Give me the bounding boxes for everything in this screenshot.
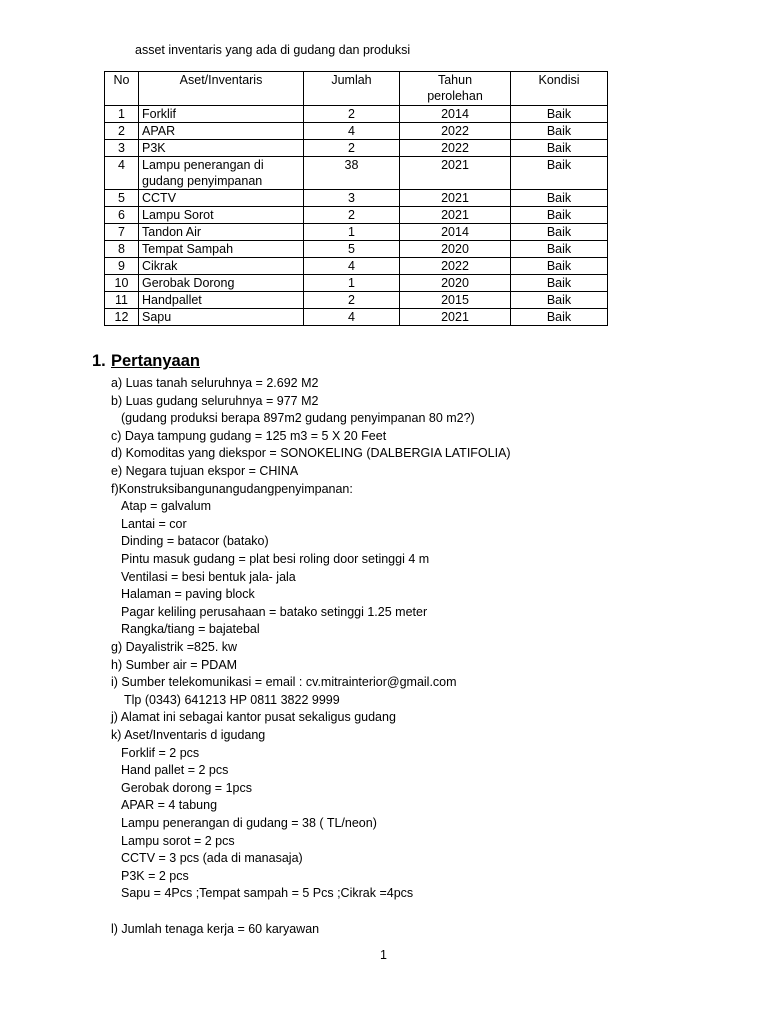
- cell-no: 5: [105, 190, 139, 207]
- cell-no: 4: [105, 157, 139, 190]
- cell-tahun: 2014: [400, 224, 511, 241]
- cell-aset: Gerobak Dorong: [139, 275, 304, 292]
- cell-jumlah: 2: [304, 207, 400, 224]
- question-line: k) Aset/Inventaris d igudang: [111, 728, 266, 742]
- question-line: a) Luas tanah seluruhnya = 2.692 M2: [111, 376, 319, 390]
- cell-no: 2: [105, 123, 139, 140]
- cell-tahun: 2015: [400, 292, 511, 309]
- cell-kondisi: Baik: [511, 123, 608, 140]
- cell-kondisi: Baik: [511, 292, 608, 309]
- question-line: Rangka/tiang = bajatebal: [121, 622, 260, 637]
- question-line: P3K = 2 pcs: [121, 868, 189, 883]
- question-line: i) Sumber telekomunikasi = email : cv.mitrainterior@gmail.com: [111, 675, 457, 690]
- cell-jumlah: 4: [304, 309, 400, 326]
- cell-jumlah: 38: [304, 157, 400, 190]
- cell-jumlah: 5: [304, 241, 400, 258]
- cell-tahun: 2022: [400, 258, 511, 275]
- table-row: [105, 292, 608, 309]
- question-line: b) Luas gudang seluruhnya = 977 M2: [111, 393, 319, 408]
- question-line: Hand pallet = 2 pcs: [121, 763, 229, 778]
- question-line: Gerobak dorong = 1pcs: [121, 780, 252, 795]
- cell-kondisi: Baik: [511, 224, 608, 241]
- question-line: e) Negara tujuan ekspor = CHINA: [111, 464, 299, 478]
- cell-tahun: 2014: [400, 106, 511, 123]
- cell-aset: Tandon Air: [139, 224, 304, 241]
- cell-tahun: 2021: [400, 207, 511, 224]
- table-row: [105, 241, 608, 258]
- cell-tahun: 2020: [400, 241, 511, 258]
- question-line: h) Sumber air = PDAM: [111, 657, 238, 672]
- cell-jumlah: 1: [304, 224, 400, 241]
- page-number: 1: [380, 948, 387, 962]
- question-line: Dinding = batacor (batako): [121, 534, 269, 549]
- question-line: Lampu penerangan di gudang = 38 ( TL/neon): [121, 816, 377, 830]
- cell-kondisi: Baik: [511, 275, 608, 292]
- question-line: APAR = 4 tabung: [121, 798, 218, 813]
- question-line: Pagar keliling perusahaan = batako setinggi 1.25 meter: [121, 604, 428, 619]
- header-aset: Aset/Inventaris: [139, 72, 304, 106]
- question-line: g) Dayalistrik =825. kw: [111, 640, 238, 654]
- section-number: 1.: [92, 352, 106, 370]
- table-row: [105, 140, 608, 157]
- header-kondisi: Kondisi: [511, 72, 608, 106]
- cell-kondisi: Baik: [511, 309, 608, 326]
- question-line: l) Jumlah tenaga kerja = 60 karyawan: [111, 922, 320, 936]
- cell-no: 10: [105, 275, 139, 292]
- cell-no: 1: [105, 106, 139, 123]
- header-no: No: [105, 72, 139, 106]
- section-title: Pertanyaan: [111, 352, 200, 370]
- cell-kondisi: Baik: [511, 241, 608, 258]
- question-line: (gudang produksi berapa 897m2 gudang penyimpanan 80 m2?): [121, 411, 475, 426]
- cell-kondisi: Baik: [511, 258, 608, 275]
- table-row: [105, 258, 608, 275]
- header-tahun-line1: Tahun: [437, 73, 473, 87]
- section-heading: [92, 352, 200, 371]
- question-line: Atap = galvalum: [121, 499, 211, 514]
- table-row: [105, 207, 608, 224]
- cell-kondisi: Baik: [511, 207, 608, 224]
- table-row: [105, 123, 608, 140]
- question-line: CCTV = 3 pcs (ada di manasaja): [121, 851, 303, 866]
- header-tahun-line2: perolehan: [427, 89, 483, 103]
- question-line: Pintu masuk gudang = plat besi roling door setinggi 4 m: [121, 552, 430, 566]
- table-row: [105, 190, 608, 207]
- cell-jumlah: 4: [304, 258, 400, 275]
- question-line: Ventilasi = besi bentuk jala- jala: [121, 569, 296, 584]
- cell-aset: Tempat Sampah: [139, 241, 304, 258]
- cell-tahun: 2021: [400, 157, 511, 190]
- cell-tahun: 2022: [400, 140, 511, 157]
- question-line: f)Konstruksibangunangudangpenyimpanan:: [111, 481, 353, 496]
- cell-no: 7: [105, 224, 139, 241]
- cell-aset: Forklif: [139, 106, 304, 123]
- cell-tahun: 2020: [400, 275, 511, 292]
- cell-aset: P3K: [139, 140, 304, 157]
- cell-kondisi: Baik: [511, 157, 608, 190]
- table-row: [105, 275, 608, 292]
- header-tahun: [400, 72, 511, 106]
- cell-aset: Lampu Sorot: [139, 207, 304, 224]
- cell-jumlah: 2: [304, 140, 400, 157]
- cell-no: 12: [105, 309, 139, 326]
- cell-aset: [139, 157, 304, 190]
- cell-no: 3: [105, 140, 139, 157]
- cell-jumlah: 3: [304, 190, 400, 207]
- cell-aset-line1: Lampu penerangan di: [142, 158, 264, 172]
- cell-kondisi: Baik: [511, 190, 608, 207]
- question-line: Forklif = 2 pcs: [121, 745, 200, 760]
- cell-no: 11: [105, 292, 139, 309]
- table-row: [105, 106, 608, 123]
- cell-jumlah: 2: [304, 292, 400, 309]
- cell-kondisi: Baik: [511, 106, 608, 123]
- cell-kondisi: Baik: [511, 140, 608, 157]
- cell-aset: Cikrak: [139, 258, 304, 275]
- cell-aset: APAR: [139, 123, 304, 140]
- intro-text: asset inventaris yang ada di gudang dan produksi: [135, 43, 411, 57]
- cell-jumlah: 2: [304, 106, 400, 123]
- cell-no: 8: [105, 241, 139, 258]
- cell-tahun: 2022: [400, 123, 511, 140]
- question-line: Sapu = 4Pcs ;Tempat sampah = 5 Pcs ;Cikrak =4pcs: [121, 886, 414, 901]
- cell-jumlah: 1: [304, 275, 400, 292]
- question-line: Lantai = cor: [121, 516, 187, 531]
- cell-aset: Sapu: [139, 309, 304, 326]
- cell-tahun: 2021: [400, 309, 511, 326]
- question-line: Halaman = paving block: [121, 587, 255, 602]
- table-row: [105, 224, 608, 241]
- table-header-row: [105, 72, 608, 106]
- cell-no: 9: [105, 258, 139, 275]
- cell-no: 6: [105, 207, 139, 224]
- table-row: [105, 309, 608, 326]
- question-line: d) Komoditas yang diekspor = SONOKELING (DALBERGIA LATIFOLIA): [111, 446, 511, 461]
- cell-jumlah: 4: [304, 123, 400, 140]
- question-line: Tlp (0343) 641213 HP 0811 3822 9999: [124, 692, 340, 707]
- question-line: Lampu sorot = 2 pcs: [121, 833, 235, 848]
- header-jumlah: Jumlah: [304, 72, 400, 106]
- question-line: c) Daya tampung gudang = 125 m3 = 5 X 20 Feet: [111, 428, 387, 443]
- cell-aset: Handpallet: [139, 292, 304, 309]
- question-line: j) Alamat ini sebagai kantor pusat sekaligus gudang: [111, 710, 396, 725]
- table-row: [105, 157, 608, 190]
- cell-tahun: 2021: [400, 190, 511, 207]
- cell-aset-line2: gudang penyimpanan: [142, 174, 263, 188]
- cell-aset: CCTV: [139, 190, 304, 207]
- inventory-table: [104, 71, 608, 326]
